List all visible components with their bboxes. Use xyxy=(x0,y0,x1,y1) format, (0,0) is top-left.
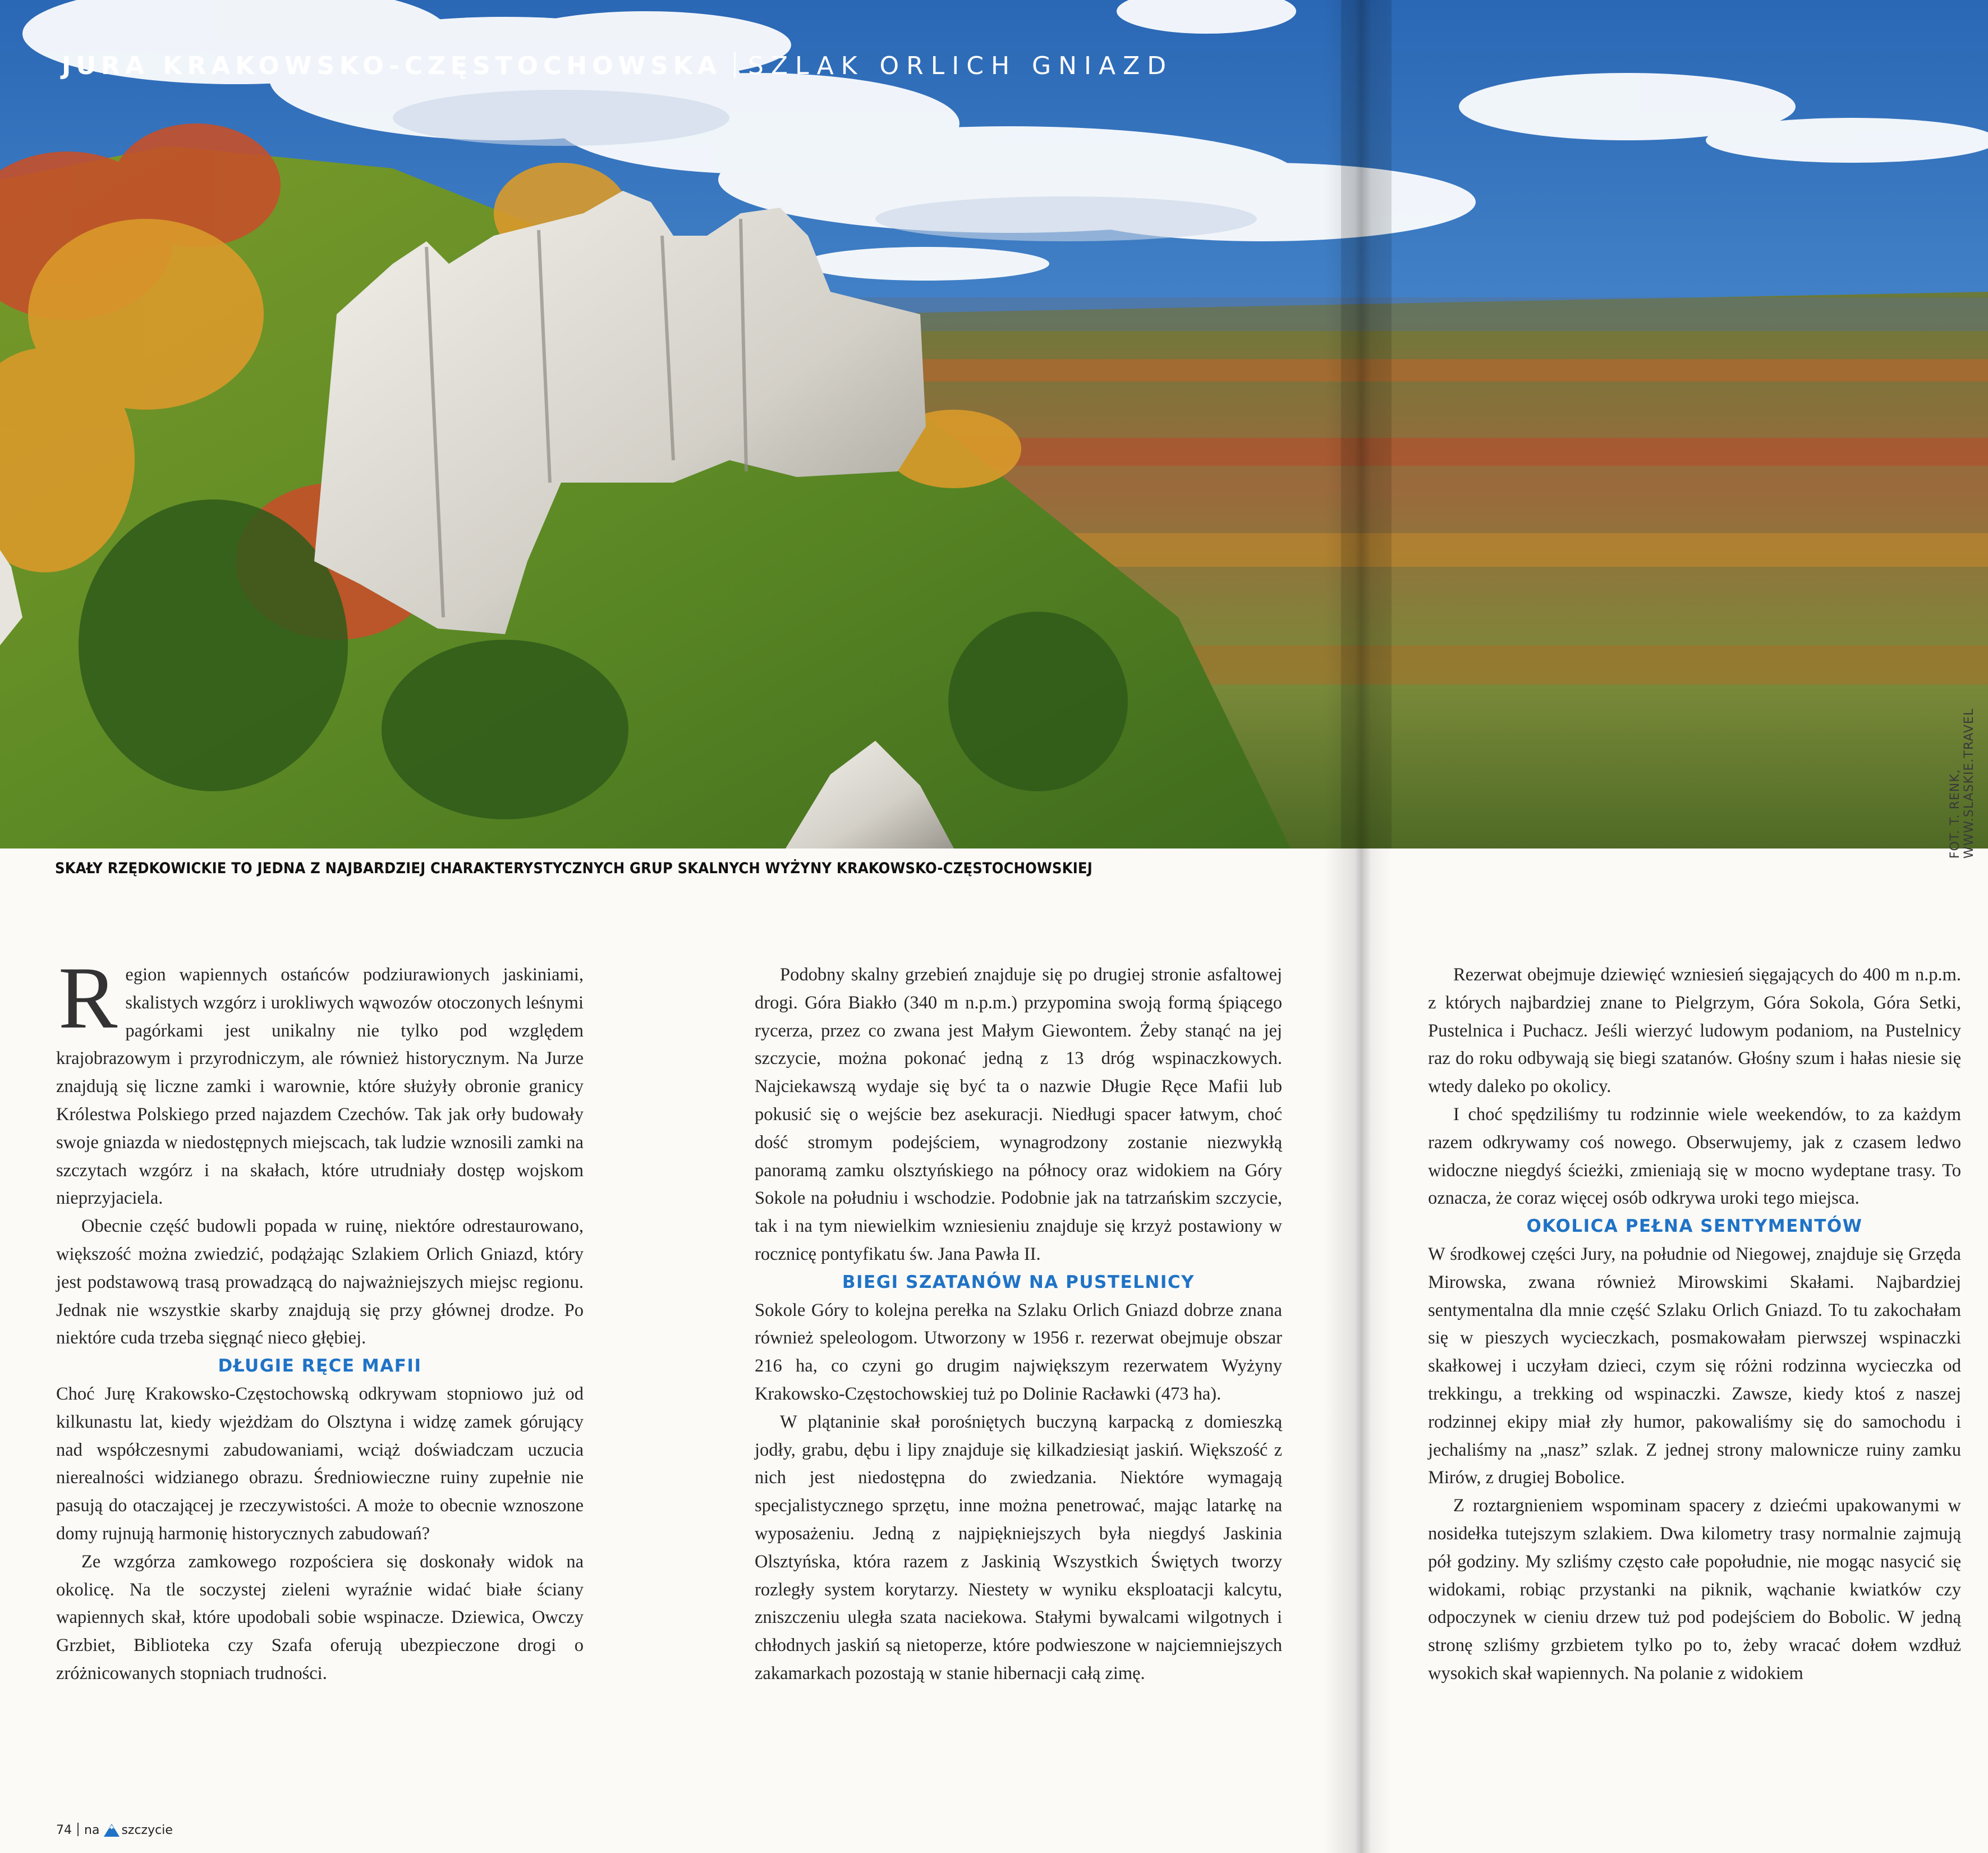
paragraph: I choć spędziliśmy tu rodzinnie wiele weekendów, to za każdym razem odkrywamy coś nowego. Obserwujemy, jak z czasem ledwo widoczne niegdyś ścieżki, zmieniają się w mocno wydeptane trasy. To oznacza, że coraz więcej osób odkrywa uroki tego miejsca. xyxy=(1428,1104,1961,1209)
photo-credit: FOT. T. RENK, WWW.SLASKIE.TRAVEL xyxy=(1948,708,1976,859)
landscape-photo xyxy=(0,0,1988,848)
paragraph: Obecnie część budowli popada w ruinę, niektóre odrestaurowano, większość można zwiedzić, podążając Szlakiem Orlich Gniazd, który jest podstawową trasą prowadzącą do najważniejszych miejsc regionu. Jednak nie wszystkie skarby znajdują się przy głównej drodze. Po niektóre cuda trzeba sięgnąć nieco głębiej. xyxy=(56,1216,584,1349)
page-header xyxy=(62,52,1174,97)
header-title: JURA KRAKOWSKO-CZĘSTOCHOWSKA xyxy=(62,52,722,80)
text-column-3 xyxy=(1428,961,1961,1688)
section-heading: BIEGI SZATANÓW NA PUSTELNICY xyxy=(842,1272,1195,1292)
paragraph: Choć Jurę Krakowsko-Częstochowską odkrywam stopniowo już od kilkunastu lat, kiedy wjeżdżam do Olsztyna i widzę zamek górujący nad współczesnymi zabudowaniami, wciąż doświadczam uczucia nierealności widzianego obrazu. Średniowieczne ruiny zupełnie nie pasują do otaczającej je rzeczywistości. A może to obecnie wznoszone domy rujnują harmonię historycznych zabudowań? xyxy=(56,1383,584,1544)
paragraph xyxy=(56,949,584,1213)
section-heading: DŁUGIE RĘCE MAFII xyxy=(218,1356,422,1377)
section-heading: OKOLICA PEŁNA SENTYMENTÓW xyxy=(1526,1216,1863,1237)
text-column-1 xyxy=(56,949,584,1688)
paragraph-text: egion wapiennych ostańców podziurawionych jaskiniami, skalistych wzgórz i urokliwych wąwozów otoczonych leśnymi pagórkami jest unikalny nie tylko pod względem krajobrazowym i przyrodniczym, ale również historycznym. Na Jurze znajdują się liczne zamki i warownie, które służyły obronie granicy Królestwa Polskiego przed najazdem Czechów. Tak jak orły budowały swoje gniazda w niedostępnych miejscach, tak ludzie wznosili zamki na szczytach wzgórz i na skałach, które utrudniały dostęp wojskom nieprzyjaciela. xyxy=(56,965,584,1209)
paragraph: W plątaninie skał porośniętych buczyną karpacką z domieszką jodły, grabu, dębu i lipy znajduje się kilkadziesiąt jaskiń. Większość z nich jest niedostępna do zwiedzania. Niektóre wymagają specjalistycznego sprzętu, inne można penetrować, mając latarkę na wyposażeniu. Jedną z najpiękniejszych była niegdyś Jaskinia Olsztyńska, która razem z Jaskinią Wszystkich Świętych tworzy rozległy system korytarzy. Niestety w wyniku eksploatacji kalcytu, zniszczeniu uległa szata naciekowa. Stałymi bywalcami wilgotnych i chłodnych jaskiń są nietoperze, które podwieszone w najciemniejszych zakamarkach pozostają w stanie hibernacji całą zimę. xyxy=(755,1411,1282,1684)
paragraph: Rezerwat obejmuje dziewięć wzniesień sięgających do 400 m n.p.m. z których najbardziej znane to Pielgrzym, Góra Sokola, Góra Setki, Pustelnica i Puchacz. Jeśli wierzyć ludowym podaniom, na Pustelnicy raz do roku odbywają się biegi szatanów. Głośny szum i hałas niesie się wtedy daleko po okolicy. xyxy=(1428,965,1961,1097)
paragraph: Podobny skalny grzebień znajduje się po drugiej stronie asfaltowej drogi. Góra Biakło (340 m n.p.m.) przypomina swoją formą śpiącego rycerza, przez co zwana jest Małym Giewontem. Żeby stanąć na jej szczycie, można pokonać jedną z 13 dróg wspinaczkowych. Najciekawszą wydaje się być ta o nazwie Długie Ręce Mafii lub pokusić się o wejście bez asekuracji. Niedługi spacer łatwym, choć dość stromym podejściem, wynagrodzony zostanie niezwykłą panoramą zamku olsztyńskiego na północy oraz widokiem na Góry Sokole na południu i wschodzie. Podobnie jak na tatrzańskim szczycie, tak i na tym niewielkim wzniesieniu znajduje się krzyż postawiony w rocznicę pontyfikatu św. Jana Pawła II. xyxy=(755,965,1282,1264)
page-number: 74 xyxy=(56,1823,72,1837)
mountain-logo-icon xyxy=(103,1823,120,1837)
paragraph: Z roztargnieniem wspominam spacery z dziećmi upakowanymi w nosidełka tutejszym szlakiem. Dwa kilometry trasy normalnie zajmują pół godziny. My szliśmy często całe popołudnie, nie mogąc nasycić się widokami, robiąc przystanki na piknik, wąchanie kwiatków czy odpoczynek w cieniu drzew tuż pod podejściem do Bobolic. W jedną stronę szliśmy grzbietem tylko po to, żeby wracać dołem wzdłuż wysokich skał wapiennych. Na polanie z widokiem xyxy=(1428,1496,1961,1684)
text-column-2 xyxy=(755,961,1282,1688)
paragraph: Sokole Góry to kolejna perełka na Szlaku Orlich Gniazd dobrze znana również speleologom. Utworzony w 1956 r. rezerwat obejmuje obszar 216 ha, co czyni go drugim największym rezerwatem Wyżyny Krakowsko-Częstochowskiej tuż po Dolinie Racławki (473 ha). xyxy=(755,1300,1282,1404)
footer-separator xyxy=(77,1823,79,1836)
brand-name: szczycie xyxy=(121,1823,173,1837)
photo-caption: SKAŁY RZĘDKOWICKIE TO JEDNA Z NAJBARDZIEJ CHARAKTERYSTYCZNYCH GRUP SKALNYCH WYŻYNY KRAKOWSKO-CZĘSTOCHOWSKIEJ xyxy=(55,860,1092,877)
page-footer xyxy=(56,1823,173,1845)
paragraph: Ze wzgórza zamkowego rozpościera się doskonały widok na okolicę. Na tle soczystej zieleni wyraźnie widać białe ściany wapiennych skał, które upodobali sobie wspinacze. Dziewica, Owczy Grzbiet, Biblioteka czy Szafa oferują ubezpieczone drogi o zróżnicowanych stopniach trudności. xyxy=(56,1551,584,1684)
header-separator xyxy=(734,52,736,77)
drop-cap: R xyxy=(58,949,118,1047)
paragraph: W środkowej części Jury, na południe od Niegowej, znajduje się Grzęda Mirowska, zwana również Mirowskimi Skałami. Najbardziej sentymentalna dla mnie część Szlaku Orlich Gniazd. To tu zakochałam się w pieszych wycieczkach, posmakowałam pierwszej wspinaczki skałkowej i uczyłam dzieci, czym się różni rodzinna wycieczka od trekkingu, a trekking od wspinaczki. Zawsze, kiedy ktoś z naszej rodzinnej ekipy miał zły humor, pakowaliśmy się do samochodu i jechaliśmy na „nasz” szlak. Z jednej strony malownicze ruiny zamku Mirów, z drugiej Bobolice. xyxy=(1428,1244,1961,1488)
header-subtitle: SZLAK ORLICH GNIAZD xyxy=(747,52,1174,80)
brand-prefix: na xyxy=(84,1823,100,1837)
